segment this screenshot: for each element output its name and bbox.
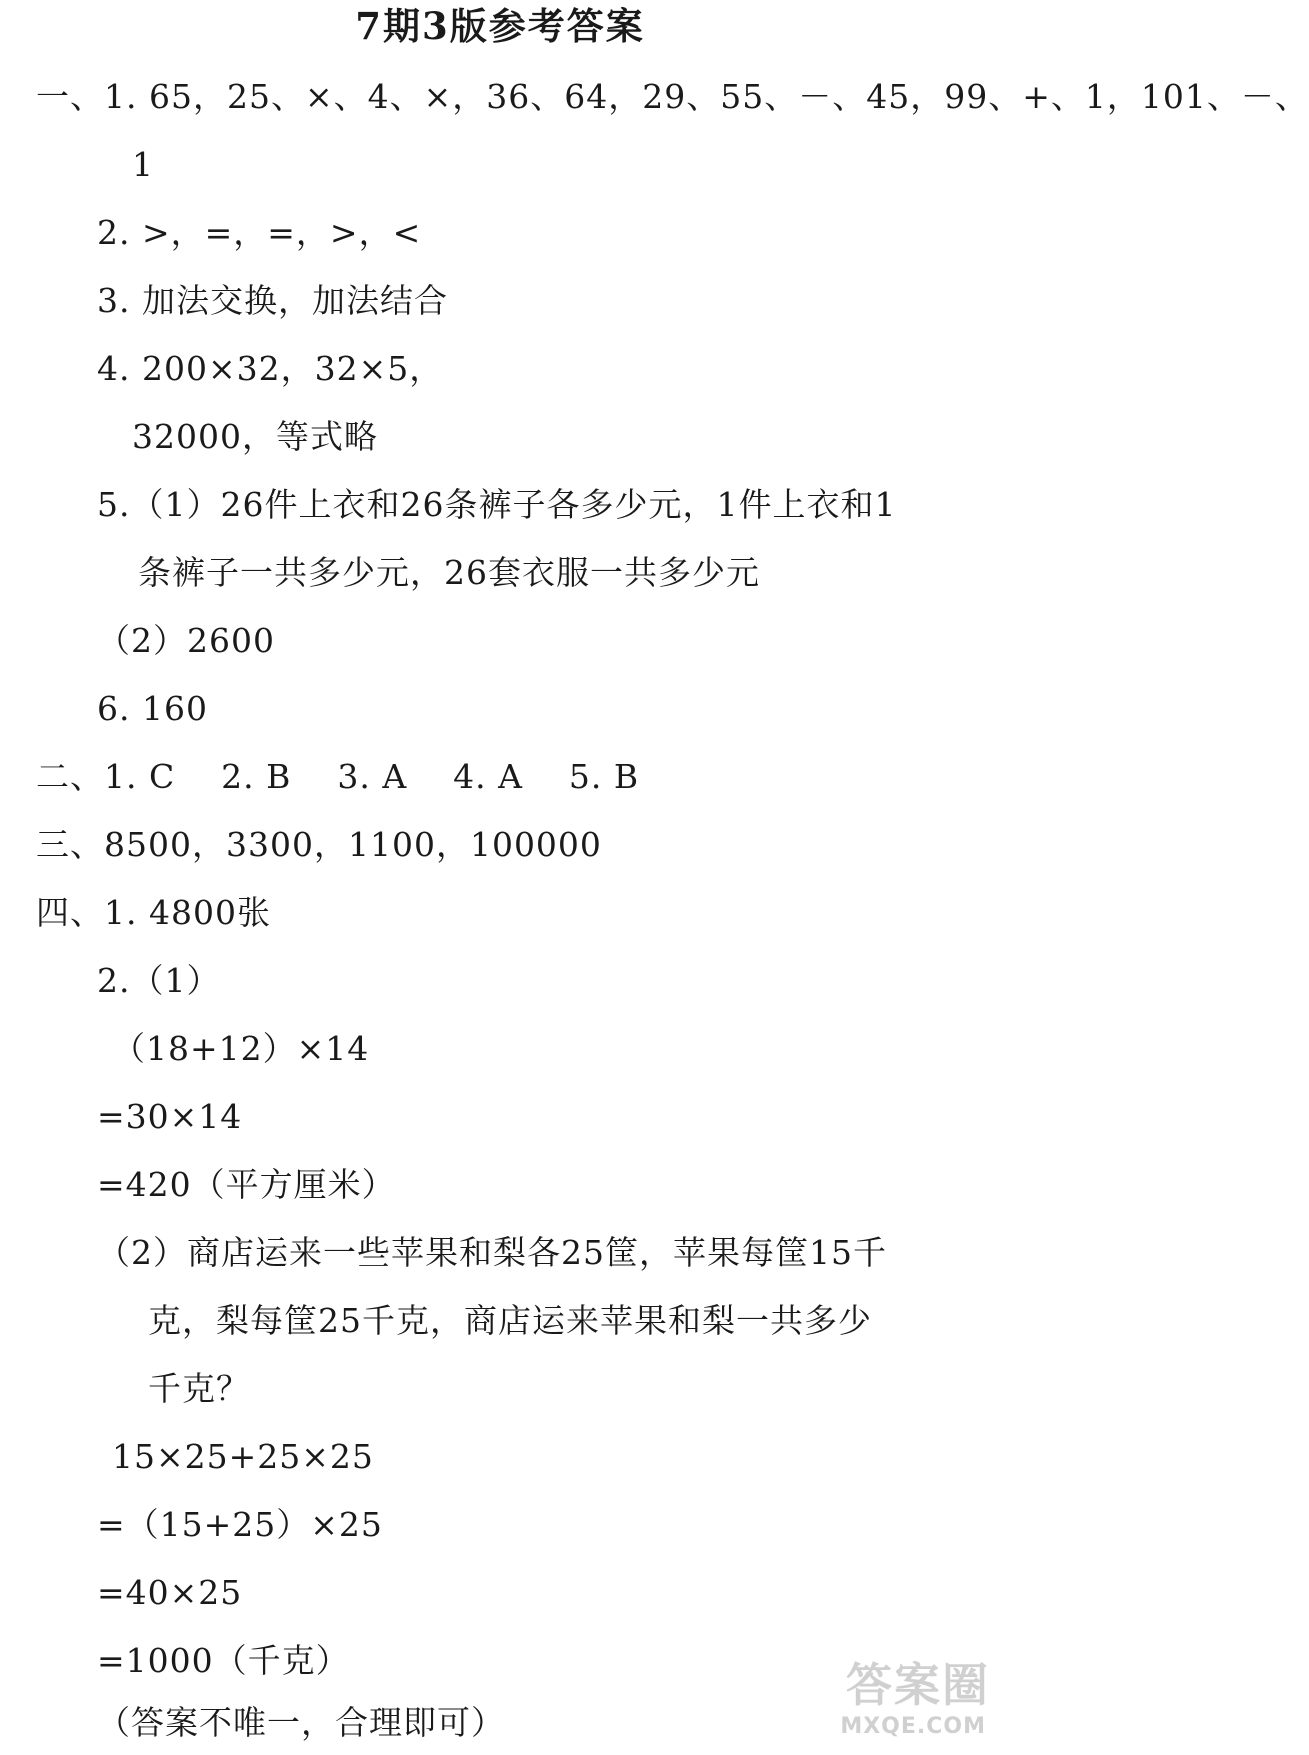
calc-line: =40×25: [97, 1573, 243, 1612]
answer-section-1-item-6: 6. 160: [97, 689, 208, 728]
site-watermark: [820, 1657, 990, 1749]
answer-section-4-item-1: 四、1. 4800张: [36, 893, 271, 932]
calc-line: =1000（千克）: [97, 1641, 350, 1680]
answer-section-1-item-1-cont: 1: [132, 145, 154, 184]
answer-section-1-item-2: 2. >，=，=，>，<: [97, 213, 422, 252]
calc-line: =30×14: [97, 1097, 243, 1136]
watermark-url: MXQE.COM: [840, 1714, 986, 1739]
answer-section-1-item-1: 一、1. 65，25、×、4、×，36、64，29、55、－、45，99、+、1，101、－、: [36, 77, 1309, 116]
answer-note: （答案不唯一，合理即可）: [97, 1703, 505, 1742]
answer-section-4-item-2-part-2: （2）商店运来一些苹果和梨各25筐，苹果每筐15千: [97, 1233, 887, 1272]
calc-line: （18+12）×14: [112, 1029, 370, 1068]
answer-section-1-item-5-part-2: （2）2600: [97, 621, 275, 660]
answer-section-1-item-5-part-1: 5.（1）26件上衣和26条裤子各多少元，1件上衣和1: [97, 485, 897, 524]
calc-line: =420（平方厘米）: [97, 1165, 396, 1204]
answer-section-1-item-5-part-1-cont: 条裤子一共多少元，26套衣服一共多少元: [138, 553, 760, 592]
answer-section-1-item-3: 3. 加法交换，加法结合: [97, 281, 448, 320]
calc-line: 15×25+25×25: [112, 1437, 374, 1476]
answer-section-2: 二、1. C 2. B 3. A 4. A 5. B: [36, 757, 640, 796]
calc-line: =（15+25）×25: [97, 1505, 383, 1544]
answer-section-3: 三、8500，3300，1100，100000: [36, 825, 602, 864]
answer-section-1-item-4-cont: 32000，等式略: [132, 417, 378, 456]
answer-section-4-item-2-part-2-cont: 千克？: [148, 1369, 250, 1408]
answer-section-1-item-4: 4. 200×32，32×5，: [97, 349, 444, 388]
answer-section-4-item-2-part-1: 2.（1）: [97, 961, 221, 1000]
page-title: 7期3版参考答案: [355, 4, 645, 48]
answer-section-4-item-2-part-2-cont: 克，梨每筐25千克，商店运来苹果和梨一共多少: [148, 1301, 872, 1340]
watermark-logo-text: 答案圈: [846, 1658, 990, 1712]
